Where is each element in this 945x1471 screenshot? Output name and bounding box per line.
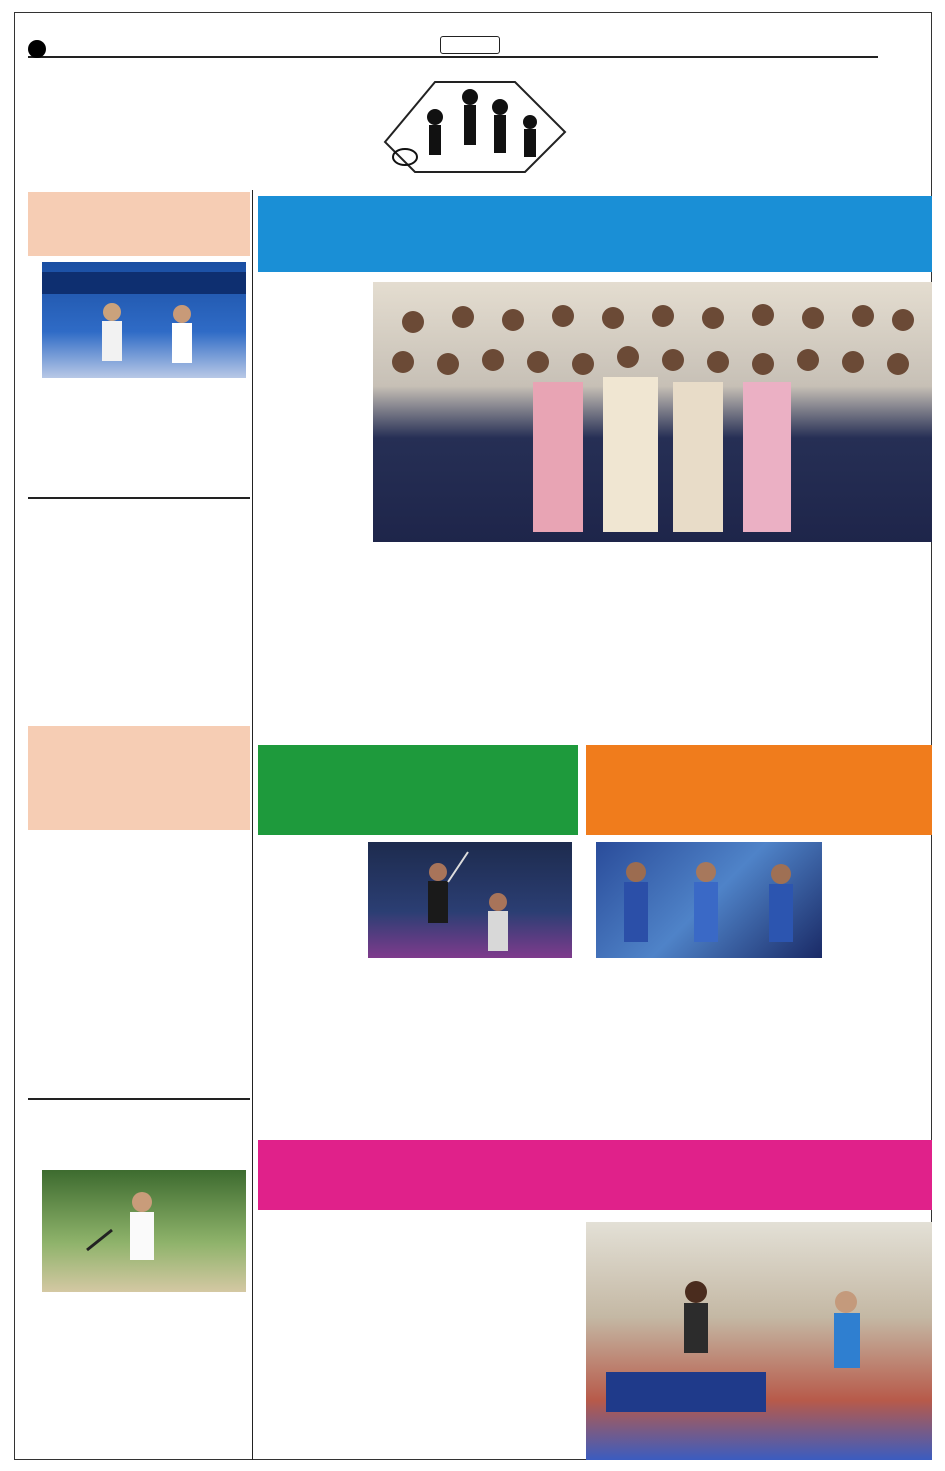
badminton-text-b: [258, 964, 574, 1134]
masthead-sports: [100, 120, 390, 190]
page-number: [28, 40, 46, 58]
left-story3-text: [42, 832, 246, 1092]
league-text-a: [264, 1220, 418, 1456]
sports-silhouette-logo: [375, 62, 575, 187]
masthead-aftab: [580, 80, 880, 160]
column-divider: [252, 190, 253, 1460]
badminton-headline: [258, 745, 578, 835]
mini-logo: [440, 36, 500, 54]
badminton-pair-photo: [368, 842, 572, 958]
main-story-col1: [258, 282, 368, 538]
left-story1-headline: [28, 192, 250, 256]
league-text-b: [424, 1220, 580, 1456]
table-tennis-photo: [586, 1222, 932, 1460]
team-photo-with-pm: [373, 282, 932, 542]
tennis-doubles-photo: [42, 262, 246, 378]
main-headline: [258, 196, 932, 272]
djokovic-photo: [42, 1170, 246, 1292]
main-story-col4: [370, 546, 550, 736]
main-story-col2: [748, 546, 932, 736]
badminton-text-a: [258, 842, 364, 960]
icc-text-a: [828, 842, 932, 960]
left-story3-headline: [28, 726, 250, 830]
left-story1-text: [42, 382, 246, 492]
league-headline: [258, 1140, 932, 1210]
left-story4-headline: [28, 1098, 250, 1168]
main-story-col5: [258, 546, 364, 736]
left-story2-text: [42, 572, 246, 712]
left-story4-text: [42, 1296, 246, 1456]
main-story-col3: [558, 546, 740, 736]
icc-headline: [586, 745, 932, 835]
cricketers-photo: [596, 842, 822, 958]
icc-text-b: [586, 964, 932, 1134]
left-story2-headline: [28, 497, 250, 569]
